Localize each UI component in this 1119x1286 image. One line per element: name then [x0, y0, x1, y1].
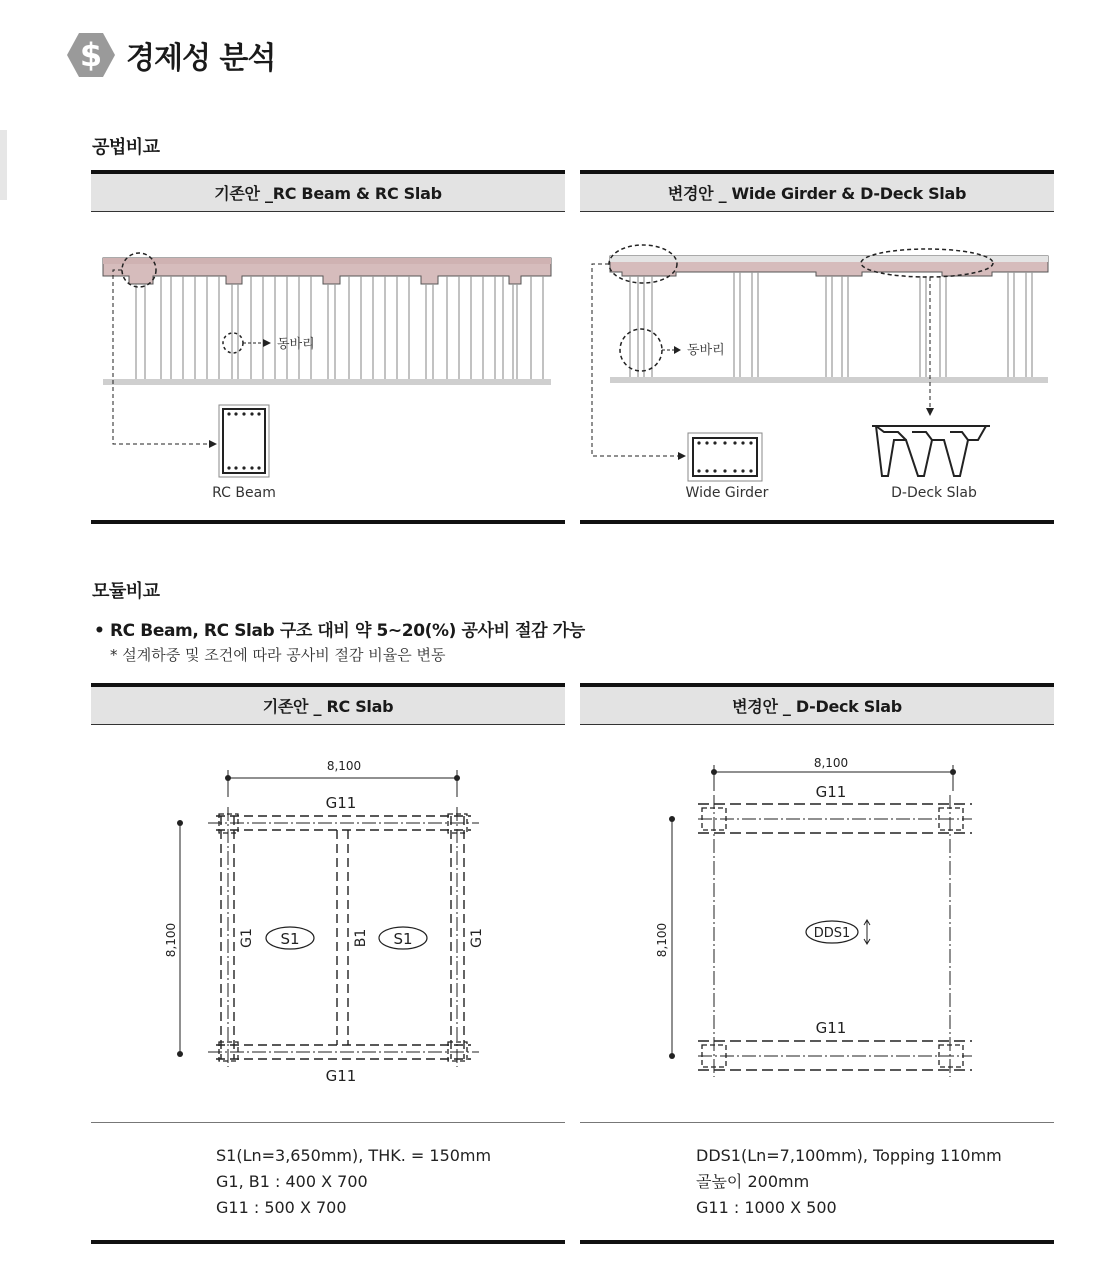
- rc-beam-label: RC Beam: [212, 485, 276, 501]
- page-title-row: [66, 30, 275, 80]
- shoring-posts: [136, 276, 543, 380]
- svg-text:$: $: [79, 36, 103, 74]
- girder-bottom-label: G11: [815, 1019, 847, 1037]
- shoring-label: 동바리: [277, 337, 315, 352]
- shoring-posts: [630, 272, 1032, 377]
- d-deck-plan: [580, 725, 1054, 1121]
- shoring-leader-arrow: [263, 339, 271, 347]
- module-left-bottom-rule: [91, 1240, 565, 1244]
- d-deck-label: D-Deck Slab: [891, 485, 977, 501]
- method-left-bottom-rule: [91, 520, 565, 524]
- shoring-highlight-circle: [223, 333, 243, 353]
- module-right-bottom-rule: [580, 1240, 1054, 1244]
- span-direction-arrow-icon: [864, 920, 870, 944]
- d-deck-section: [872, 426, 990, 476]
- girder-bottom-label: G11: [325, 1067, 357, 1085]
- spec-line: S1(Ln=3,650mm), THK. = 150mm: [216, 1146, 492, 1165]
- cost-saving-bullet: • RC Beam, RC Slab 구조 대비 약 5~20(%) 공사비 절감 가능: [94, 621, 585, 641]
- girder-leader-line: [592, 264, 678, 456]
- slab-tag-2-label: S1: [393, 930, 413, 948]
- ground-line: [103, 379, 551, 385]
- spec-line: 골높이 200mm: [696, 1172, 810, 1191]
- shoring-highlight-circle: [620, 329, 662, 371]
- method-comparison-heading: 공법비교: [92, 137, 160, 158]
- dim-top-label: 8,100: [326, 759, 362, 773]
- spec-line: G11 : 500 X 700: [216, 1198, 347, 1217]
- wide-girder-label: Wide Girder: [685, 485, 769, 501]
- ground-line: [610, 377, 1048, 383]
- module-left-specs: [216, 1143, 491, 1221]
- cost-saving-text: RC Beam, RC Slab 구조 대비 약 5~20(%) 공사비 절감 가능: [109, 621, 585, 641]
- dim-side-label: 8,100: [655, 922, 669, 958]
- spec-line: G11 : 1000 X 500: [696, 1198, 837, 1217]
- girder-top-label: G11: [815, 783, 847, 801]
- module-left-header: 기존안 _ RC Slab: [91, 683, 565, 725]
- module-left-divider: [91, 1122, 565, 1123]
- dim-side-label: 8,100: [164, 922, 178, 958]
- cost-saving-note: * 설계하중 및 조건에 따라 공사비 절감 비율은 변동: [110, 646, 446, 664]
- wide-girder-deck-diagram: [580, 212, 1054, 520]
- rc-beam-section: [223, 409, 265, 473]
- beam-leader-arrow: [209, 440, 217, 448]
- method-right-bottom-rule: [580, 520, 1054, 524]
- method-left-header: 기존안 _RC Beam & RC Slab: [91, 170, 565, 212]
- spec-line: DDS1(Ln=7,100mm), Topping 110mm: [696, 1146, 1002, 1165]
- rc-beam-slab-diagram: [91, 212, 565, 520]
- shoring-leader-arrow: [674, 346, 681, 354]
- col-left-label: G1: [239, 928, 255, 948]
- column-boxes: [219, 814, 467, 1061]
- module-right-header: 변경안 _ D-Deck Slab: [580, 683, 1054, 725]
- module-right-specs: [696, 1143, 1002, 1221]
- dim-top-label: 8,100: [813, 756, 849, 770]
- module-right-divider: [580, 1122, 1054, 1123]
- page-title: 경제성 분석: [126, 41, 276, 76]
- girder-top-label: G11: [325, 794, 357, 812]
- girder-leader-arrow: [678, 452, 686, 460]
- module-comparison-heading: 모듈비교: [92, 581, 160, 602]
- slab-tag-label: DDS1: [813, 926, 851, 941]
- slab-top-layer: [103, 258, 551, 264]
- slab-tag-1-label: S1: [280, 930, 300, 948]
- col-mid-label: B1: [353, 928, 369, 948]
- spec-line: G1, B1 : 400 X 700: [216, 1172, 368, 1191]
- page-edge-marker: [0, 130, 7, 200]
- shoring-label: 동바리: [687, 343, 725, 358]
- deck-leader-arrow: [926, 408, 934, 416]
- rc-slab-plan: [91, 725, 565, 1121]
- method-right-header: 변경안 _ Wide Girder & D-Deck Slab: [580, 170, 1054, 212]
- dollar-hexagon-icon: [66, 31, 116, 79]
- col-right-label: G1: [469, 928, 485, 948]
